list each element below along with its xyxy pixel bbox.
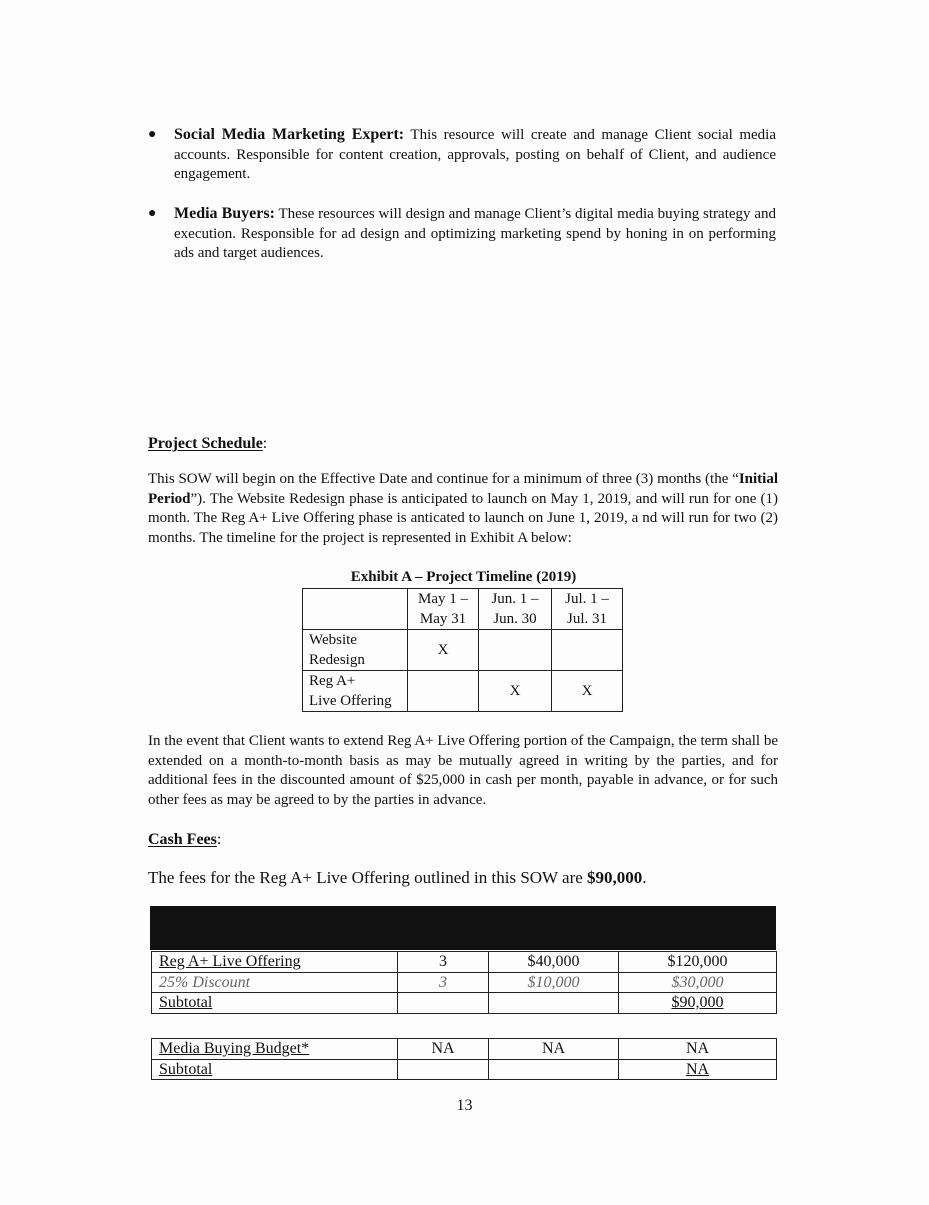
timeline-mark-cell: X (408, 630, 479, 671)
fee-total-cell: $120,000 (619, 952, 777, 973)
schedule-paragraph: This SOW will begin on the Effective Date and continue for a minimum of three (3) months (the “Initial Period”). The Website Redesign phase is anticipated to launch on May 1, 2019, and will run for one (1) month. The Reg A+ Live Offering phase is anticated to launch on June 1, 2019, a nd will run for two (2) months. The timeline for the project is represented in Exhibit A below: (148, 471, 778, 546)
exhibit-caption: Exhibit A – Project Timeline (2019) (350, 569, 577, 585)
timeline-phase-cell: Reg A+ Live Offering (303, 671, 408, 712)
table-row (152, 952, 777, 973)
bullet-term: Media Buyers: (174, 205, 275, 222)
fee-qty-cell: 3 (398, 952, 489, 973)
fee-label-cell: Reg A+ Live Offering (152, 952, 398, 973)
table-row (152, 1059, 777, 1080)
fees-table-header-band (150, 906, 776, 950)
bullet-dot-icon: ● (148, 206, 157, 221)
fee-qty-cell (398, 1059, 489, 1080)
bullet-dot-icon: ● (148, 127, 157, 142)
bullet-media-buyers (148, 204, 776, 264)
fee-rate-cell (489, 993, 619, 1014)
fees-table (151, 951, 777, 1014)
extension-paragraph: In the event that Client wants to extend Reg A+ Live Offering portion of the Campaign, the term shall be extended on a month-to-month basis as may be mutually agreed in writing by the parties, and for additional fees in the discounted amount of $25,000 in cash per month, payable in advance, or for such other fees as may be agreed to by the parties in advance. (148, 733, 778, 808)
table-row (152, 972, 777, 993)
fee-qty-cell: NA (398, 1039, 489, 1060)
bullet-term: Social Media Marketing Expert: (174, 126, 405, 143)
timeline-row (303, 630, 623, 671)
bullet-text: This resource will create and manage Client social media accounts. Responsible for content creation, approvals, posting on behalf of Client, and audience engagement. (174, 127, 776, 182)
timeline-period-cell: May 1 – May 31 (408, 589, 479, 630)
fee-rate-cell: NA (489, 1039, 619, 1060)
timeline-corner-cell (303, 589, 408, 630)
fee-label-cell: Subtotal (152, 993, 398, 1014)
fee-total-cell: $90,000 (619, 993, 777, 1014)
project-timeline-table (302, 588, 623, 712)
timeline-mark-cell (479, 630, 552, 671)
fee-total-cell: NA (619, 1059, 777, 1080)
fee-qty-cell (398, 993, 489, 1014)
timeline-period-cell: Jul. 1 – Jul. 31 (552, 589, 623, 630)
table-row (152, 993, 777, 1014)
timeline-header-row (303, 589, 623, 630)
table-row (152, 1039, 777, 1060)
fee-total-cell: $30,000 (619, 972, 777, 993)
timeline-period-cell: Jun. 1 – Jun. 30 (479, 589, 552, 630)
fee-total-cell: NA (619, 1039, 777, 1060)
bullet-paragraph (174, 204, 776, 264)
bullet-paragraph (174, 125, 776, 185)
fee-rate-cell: $10,000 (489, 972, 619, 993)
bullet-text: These resources will design and manage Client’s digital media buying strategy and execution. Responsible for ad design and optimizing marketing spend by honing in on performing ads and target audiences. (174, 206, 776, 261)
timeline-mark-cell (408, 671, 479, 712)
cash-fees-intro: The fees for the Reg A+ Live Offering outlined in this SOW are $90,000. (148, 868, 647, 887)
fee-qty-cell: 3 (398, 972, 489, 993)
timeline-mark-cell: X (479, 671, 552, 712)
fee-label-cell: Media Buying Budget* (152, 1039, 398, 1060)
project-schedule-heading: Project Schedule: (148, 435, 268, 452)
fee-rate-cell (489, 1059, 619, 1080)
fee-rate-cell: $40,000 (489, 952, 619, 973)
cash-fees-heading: Cash Fees: (148, 831, 222, 848)
timeline-mark-cell (552, 630, 623, 671)
timeline-row (303, 671, 623, 712)
timeline-phase-cell: Website Redesign (303, 630, 408, 671)
timeline-mark-cell: X (552, 671, 623, 712)
fee-label-cell: 25% Discount (152, 972, 398, 993)
media-budget-table (151, 1038, 777, 1080)
page-number: 13 (456, 1097, 473, 1114)
bullet-social-media-expert (148, 125, 776, 185)
fee-label-cell: Subtotal (152, 1059, 398, 1080)
